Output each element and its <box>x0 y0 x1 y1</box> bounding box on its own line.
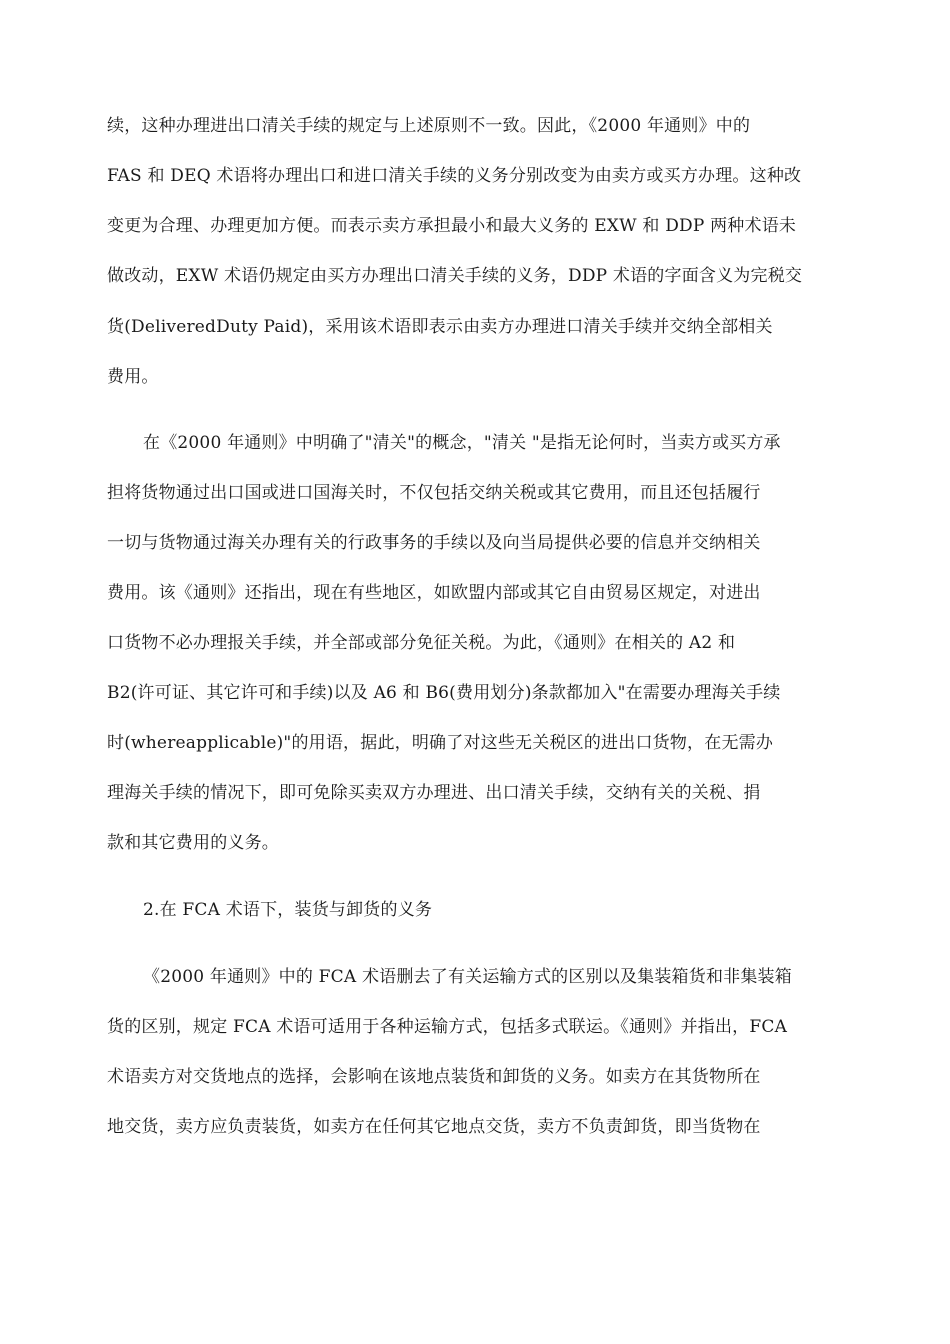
text-line: B2(许可证、其它许可和手续)以及 A6 和 B6(费用划分)条款都加入"在需要办理海关手续 <box>107 683 781 703</box>
text-line: 术语卖方对交货地点的选择，会影响在该地点装货和卸货的义务。如卖方在其货物所在 <box>107 1067 761 1087</box>
text-line: 费用。该《通则》还指出，现在有些地区，如欧盟内部或其它自由贸易区规定，对进出 <box>107 583 761 603</box>
text-line: 在《2000 年通则》中明确了"清关"的概念，"清关 "是指无论何时，当卖方或买方承 <box>143 433 781 453</box>
text-line: 变更为合理、办理更加方便。而表示卖方承担最小和最大义务的 EXW 和 DDP 两种术语未 <box>107 216 797 236</box>
text-line: 费用。 <box>107 367 159 387</box>
text-line: 口货物不必办理报关手续，并全部或部分免征关税。为此，《通则》在相关的 A2 和 <box>107 633 736 653</box>
text-line: FAS 和 DEQ 术语将办理出口和进口清关手续的义务分别改变为由卖方或买方办理。这种改 <box>107 166 802 186</box>
text-line: 《2000 年通则》中的 FCA 术语删去了有关运输方式的区别以及集装箱货和非集装箱 <box>143 967 792 987</box>
text-line: 时(whereapplicable)"的用语，据此，明确了对这些无关税区的进出口货物，在无需办 <box>107 733 774 753</box>
text-line: 款和其它费用的义务。 <box>107 833 279 853</box>
text-line: 货(DeliveredDuty Paid)，采用该术语即表示由卖方办理进口清关手续并交纳全部相关 <box>107 317 773 337</box>
text-line: 担将货物通过出口国或进口国海关时，不仅包括交纳关税或其它费用，而且还包括履行 <box>107 483 761 503</box>
text-line: 货的区别，规定 FCA 术语可适用于各种运输方式，包括多式联运。《通则》并指出，FCA <box>107 1017 788 1037</box>
text-line: 地交货，卖方应负责装货，如卖方在任何其它地点交货，卖方不负责卸货，即当货物在 <box>107 1117 761 1137</box>
text-line: 理海关手续的情况下，即可免除买卖双方办理进、出口清关手续，交纳有关的关税、捐 <box>107 783 761 803</box>
text-line: 做改动，EXW 术语仍规定由买方办理出口清关手续的义务，DDP 术语的字面含义为完税交 <box>107 266 803 286</box>
text-line: 2.在 FCA 术语下，装货与卸货的义务 <box>143 900 433 920</box>
text-line: 一切与货物通过海关办理有关的行政事务的手续以及向当局提供必要的信息并交纳相关 <box>107 533 761 553</box>
text-line: 续，这种办理进出口清关手续的规定与上述原则不一致。因此，《2000 年通则》中的 <box>107 116 751 136</box>
